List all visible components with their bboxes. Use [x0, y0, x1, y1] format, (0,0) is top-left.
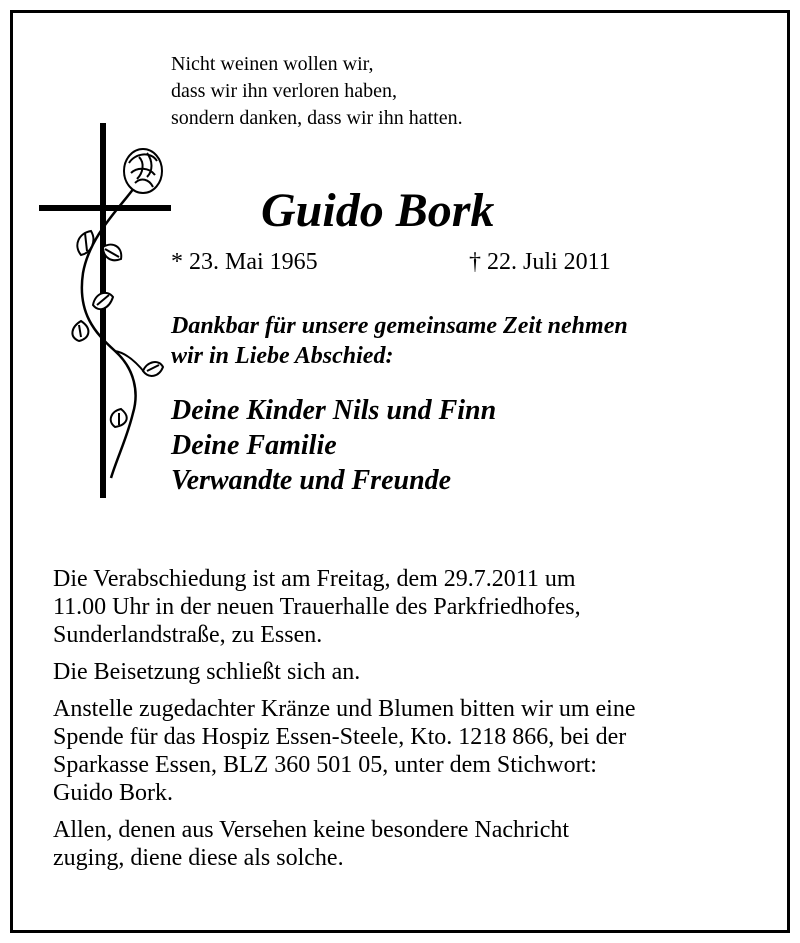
- service-line: 11.00 Uhr in der neuen Trauerhalle des Parkfriedhofes,: [53, 594, 581, 620]
- motto-line: sondern danken, dass wir ihn hatten.: [171, 107, 463, 129]
- birth-date: * 23. Mai 1965: [171, 249, 318, 275]
- motto-line: dass wir ihn verloren haben,: [171, 80, 398, 102]
- burial-line: Die Beisetzung schließt sich an.: [53, 659, 361, 685]
- cross-with-rose-icon: [35, 123, 185, 503]
- thanks-text: [171, 311, 628, 371]
- notice-line: zuging, diene diese als solche.: [53, 845, 344, 871]
- burial-paragraph: [53, 658, 783, 686]
- donation-paragraph: [53, 695, 783, 807]
- thanks-line: wir in Liebe Abschied:: [171, 343, 394, 369]
- service-line: Sunderlandstraße, zu Essen.: [53, 622, 323, 648]
- donation-line: Spende für das Hospiz Essen-Steele, Kto. 1218 866, bei der: [53, 724, 627, 750]
- motto-line: Nicht weinen wollen wir,: [171, 53, 374, 75]
- donation-line: Sparkasse Essen, BLZ 360 501 05, unter dem Stichwort:: [53, 752, 597, 778]
- mourner-line: Deine Kinder Nils und Finn: [171, 395, 497, 426]
- notice-paragraph: [53, 816, 783, 872]
- mourner-line: Deine Familie: [171, 430, 337, 461]
- deceased-name: Guido Bork: [261, 184, 495, 237]
- information-section: [53, 565, 783, 881]
- motto-verse: [171, 51, 591, 132]
- service-line: Die Verabschiedung ist am Freitag, dem 29.7.2011 um: [53, 566, 576, 592]
- donation-line: Guido Bork.: [53, 780, 173, 806]
- service-paragraph: [53, 565, 783, 649]
- obituary-notice: [10, 10, 790, 933]
- mourners-list: [171, 393, 496, 498]
- donation-line: Anstelle zugedachter Kränze und Blumen bitten wir um eine: [53, 696, 636, 722]
- notice-line: Allen, denen aus Versehen keine besondere Nachricht: [53, 817, 570, 843]
- death-date: † 22. Juli 2011: [469, 249, 611, 275]
- mourner-line: Verwandte und Freunde: [171, 465, 452, 496]
- thanks-line: Dankbar für unsere gemeinsame Zeit nehmen: [171, 313, 628, 339]
